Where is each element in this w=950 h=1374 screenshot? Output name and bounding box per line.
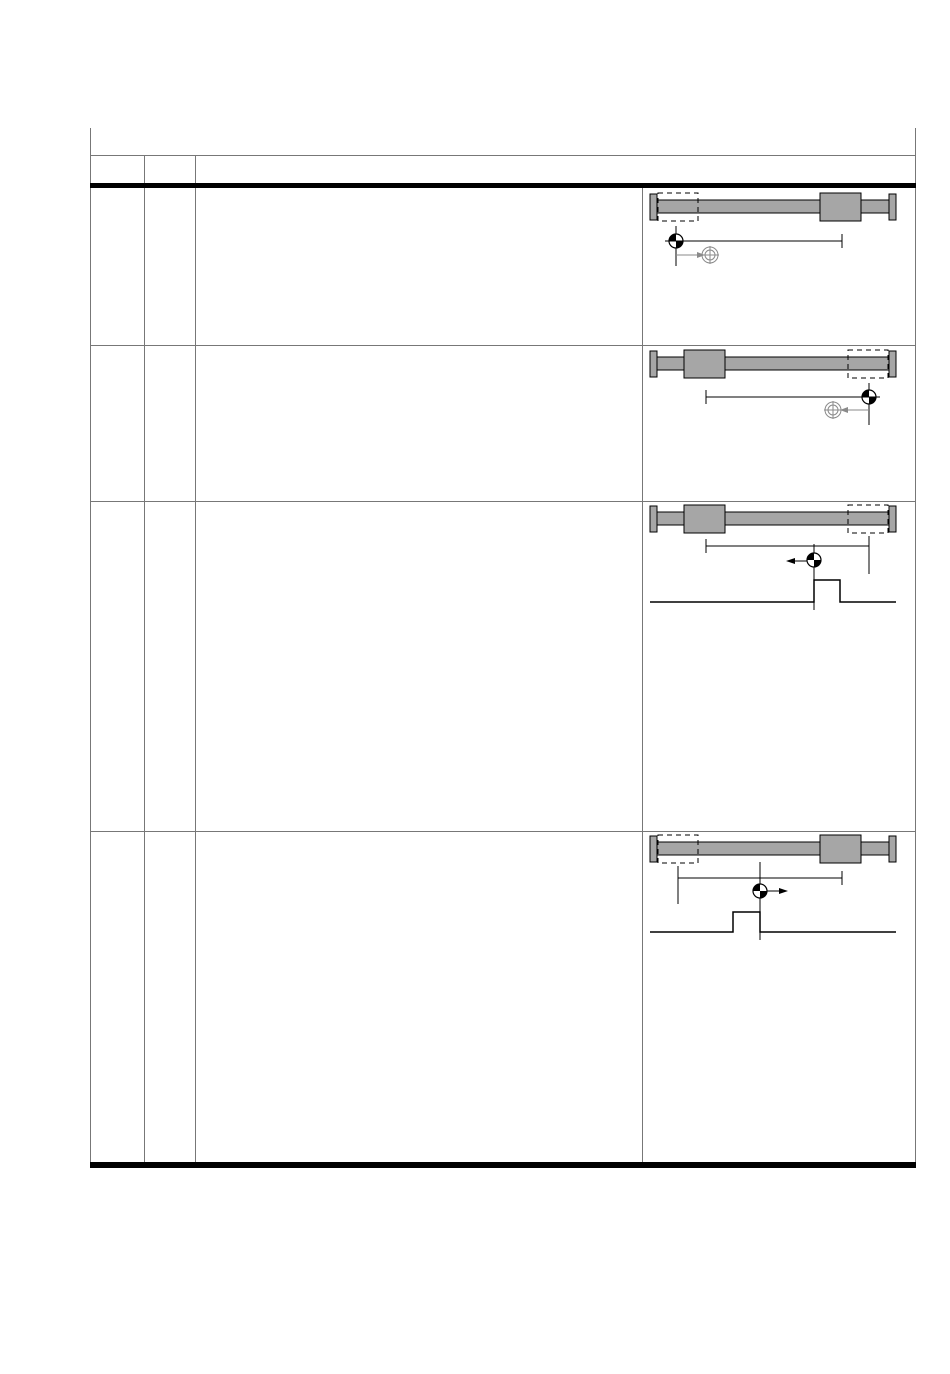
body-col-divider-1 <box>144 188 145 1163</box>
right-end-stop <box>889 836 896 862</box>
carriage <box>684 505 725 533</box>
reference-point-icon <box>858 390 880 404</box>
left-end-stop <box>650 506 657 532</box>
carriage <box>684 350 725 378</box>
table-bottom-thick-rule <box>90 1162 916 1168</box>
right-end-stop <box>889 351 896 377</box>
homing-diagram-1 <box>647 188 902 278</box>
body-col-divider-2 <box>195 188 196 1163</box>
header-col-divider-2 <box>195 155 196 185</box>
carriage <box>820 835 861 863</box>
row-1-diagram <box>647 188 902 278</box>
left-end-stop <box>650 194 657 220</box>
row-3-diagram <box>647 500 902 612</box>
index-pulse-signal <box>650 580 896 602</box>
carriage <box>820 193 861 221</box>
row-2-diagram <box>647 343 902 438</box>
left-end-stop <box>650 351 657 377</box>
reference-point-icon <box>807 553 821 567</box>
reference-point-icon <box>753 884 767 898</box>
homing-diagram-4 <box>647 830 902 942</box>
table-right-border <box>915 128 916 1168</box>
reference-point-icon <box>665 234 687 248</box>
left-end-stop <box>650 836 657 862</box>
right-end-stop <box>889 506 896 532</box>
homing-diagram-3 <box>647 500 902 612</box>
body-col-divider-3 <box>642 188 643 1163</box>
homing-diagram-2 <box>647 343 902 438</box>
right-end-stop <box>889 194 896 220</box>
header-col-divider-1 <box>144 155 145 185</box>
title-row-divider <box>90 155 916 156</box>
index-pulse-signal <box>650 912 896 932</box>
home-position-icon <box>701 246 719 264</box>
home-position-icon <box>824 401 842 419</box>
table-left-border <box>90 128 91 1168</box>
row-4-diagram <box>647 830 902 942</box>
